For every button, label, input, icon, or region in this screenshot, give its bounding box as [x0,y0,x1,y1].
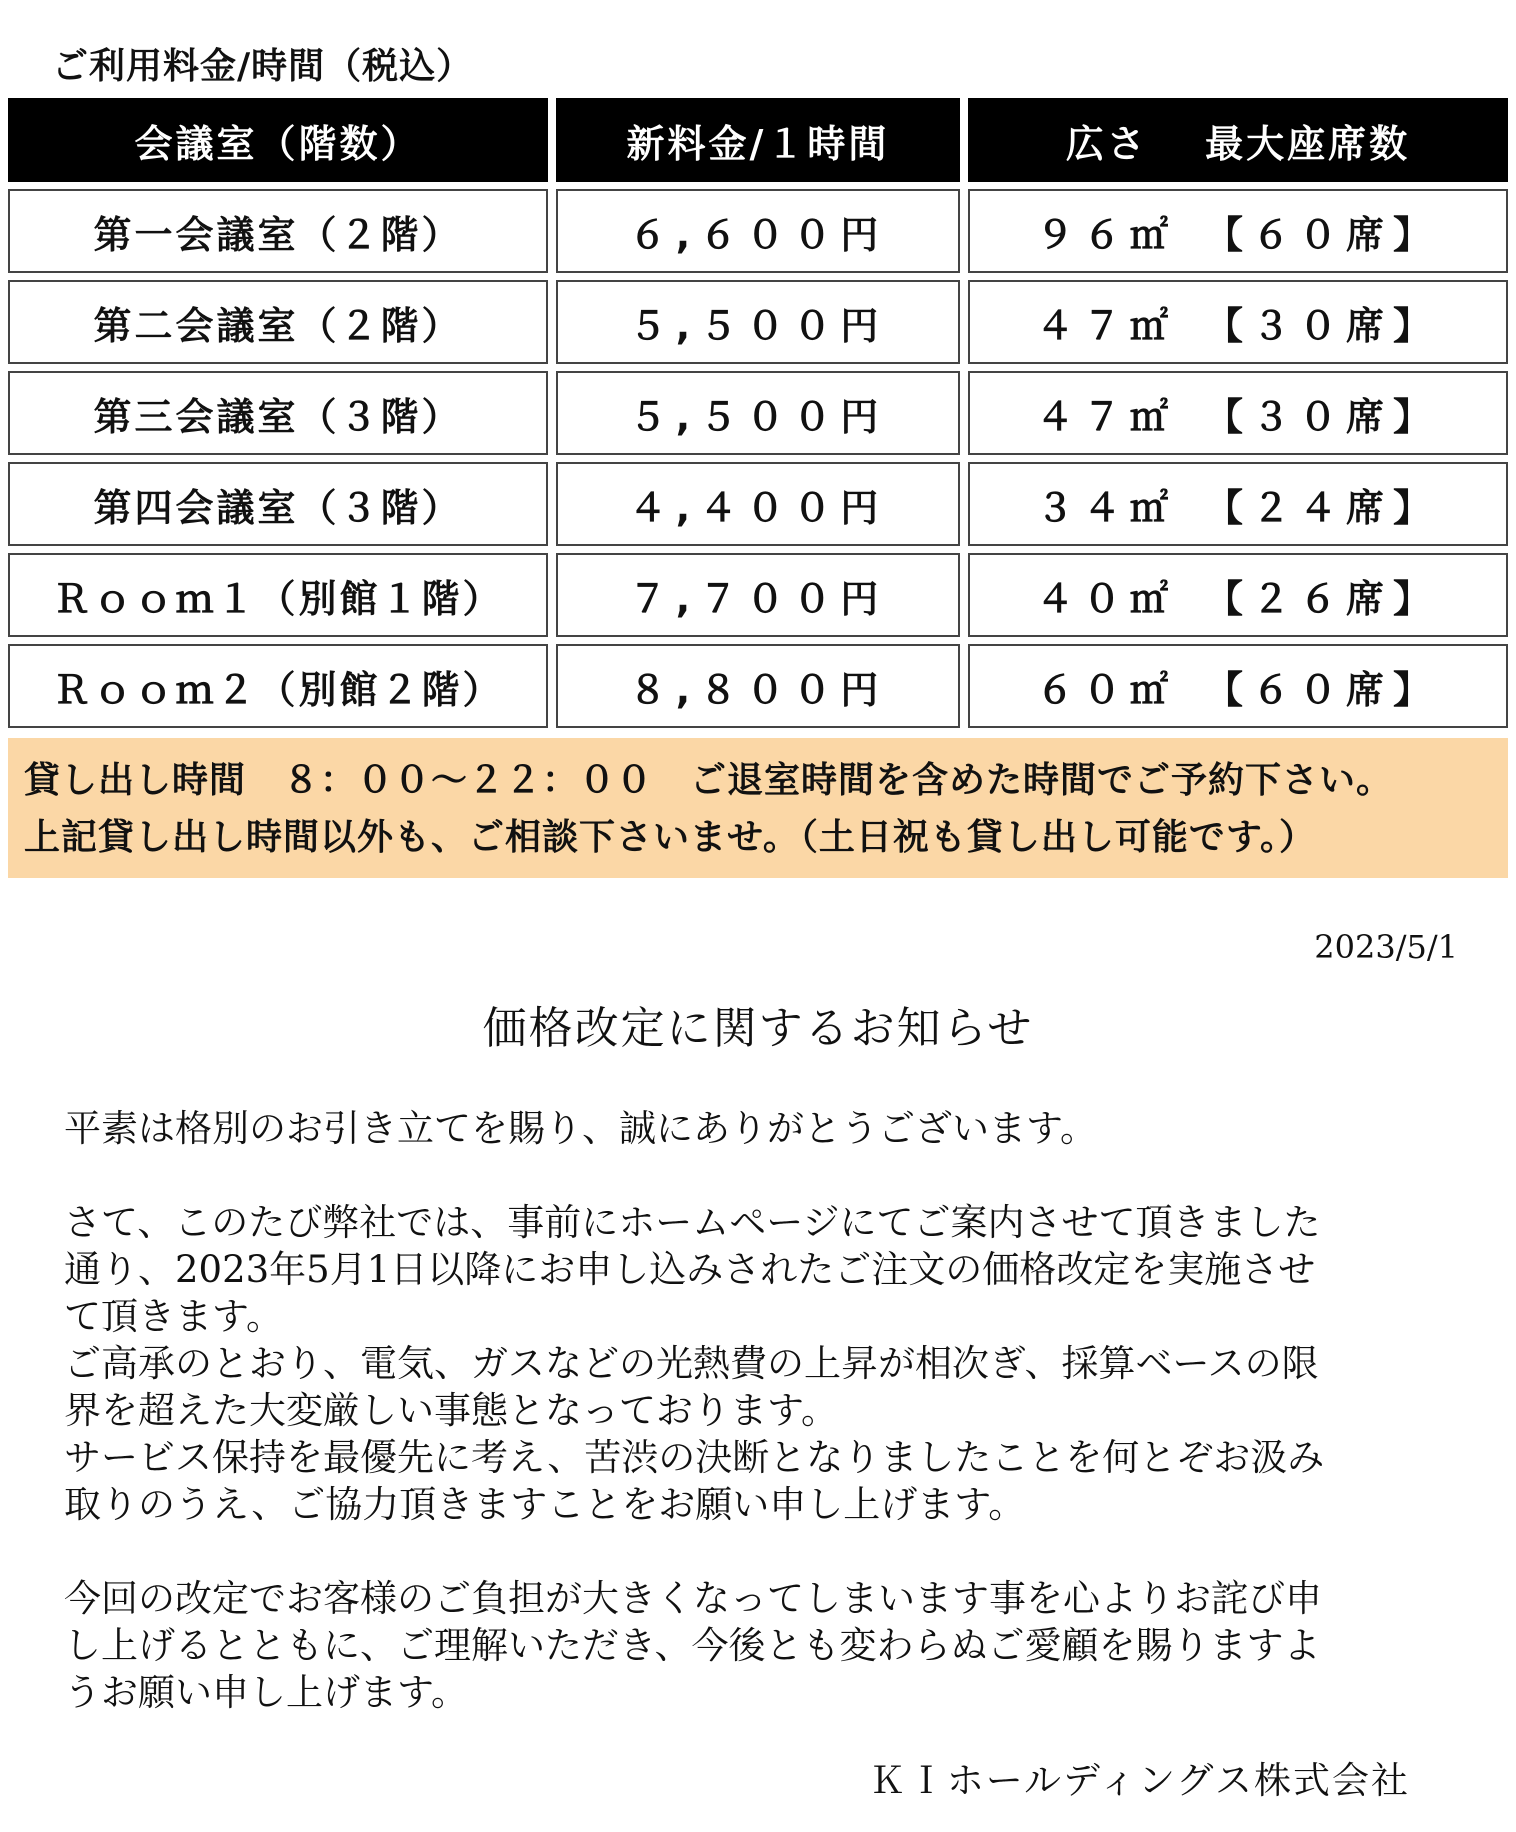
room-size-seats: ４０㎡ 【２６席】 [968,553,1508,637]
notice-line-consult: 上記貸し出し時間以外も、ご相談下さいませ。（土日祝も貸し出し可能です。） [24,817,1317,858]
pricing-table [8,98,1508,735]
letter-body [64,1105,1464,1716]
company-signature: ＫＩホールディングス株式会社 [868,1759,1410,1802]
paragraph-spacer [64,1152,1464,1199]
room-name: 第二会議室（２階） [8,280,548,364]
paragraph-spacer [64,1528,1464,1575]
notice-line-hours: 貸し出し時間 ８：００～２２：００ ご退室時間を含めた時間でご予約下さい。 [24,760,1394,801]
header-room: 会議室（階数） [8,98,548,182]
paragraph-line: 界を超えた大変厳しい事態となっております。 [64,1389,839,1432]
room-name: 第一会議室（２階） [8,189,548,273]
pricing-caption: ご利用料金/時間（税込） [52,46,474,87]
room-name: Ｒｏｏｍ１（別館１階） [8,553,548,637]
table-row [8,553,1508,637]
paragraph-line: サービス保持を最優先に考え、苦渋の決断となりましたことを何とぞお汲み [64,1436,1325,1479]
table-header-row [8,98,1508,182]
room-price: ６,６００円 [556,189,960,273]
paragraph-line: 通り、2023年5月1日以降にお申し込みされたご注文の価格改定を実施させ [64,1248,1316,1291]
table-row [8,280,1508,364]
paragraph-line: 取りのうえ、ご協力頂きますことをお願い申し上げます。 [64,1483,1026,1526]
letter-date: 2023/5/1 [1314,928,1458,966]
letter-title: 価格改定に関するお知らせ [482,1003,1034,1054]
paragraph-greeting: 平素は格別のお引き立てを賜り、誠にありがとうございます。 [64,1107,1098,1150]
paragraph-line: て頂きます。 [64,1295,284,1338]
table-row [8,462,1508,546]
table-row [8,371,1508,455]
room-name: 第三会議室（３階） [8,371,548,455]
room-size-seats: ６０㎡ 【６０席】 [968,644,1508,728]
header-price: 新料金/１時間 [556,98,960,182]
room-size-seats: ４７㎡ 【３０席】 [968,280,1508,364]
room-size-seats: ３４㎡ 【２４席】 [968,462,1508,546]
paragraph-line: ご高承のとおり、電気、ガスなどの光熱費の上昇が相次ぎ、採算ベースの限 [64,1342,1319,1385]
table-row [8,644,1508,728]
header-size-seats: 広さ 最大座席数 [968,98,1508,182]
table-row [8,189,1508,273]
paragraph-line: し上げるとともに、ご理解いただき、今後とも変わらぬご愛顧を賜りますよ [64,1624,1321,1667]
room-size-seats: ９６㎡ 【６０席】 [968,189,1508,273]
paragraph-line: 今回の改定でお客様のご負担が大きくなってしまいます事を心よりお詫び申 [64,1577,1322,1620]
rental-hours-notice [8,738,1508,878]
room-price: ８,８００円 [556,644,960,728]
room-price: ４,４００円 [556,462,960,546]
room-name: Ｒｏｏｍ２（別館２階） [8,644,548,728]
paragraph-line: うお願い申し上げます。 [64,1671,469,1714]
room-price: ７,７００円 [556,553,960,637]
room-size-seats: ４７㎡ 【３０席】 [968,371,1508,455]
room-name: 第四会議室（３階） [8,462,548,546]
room-price: ５,５００円 [556,280,960,364]
room-price: ５,５００円 [556,371,960,455]
paragraph-line: さて、このたび弊社では、事前にホームページにてご案内させて頂きました [64,1201,1321,1244]
